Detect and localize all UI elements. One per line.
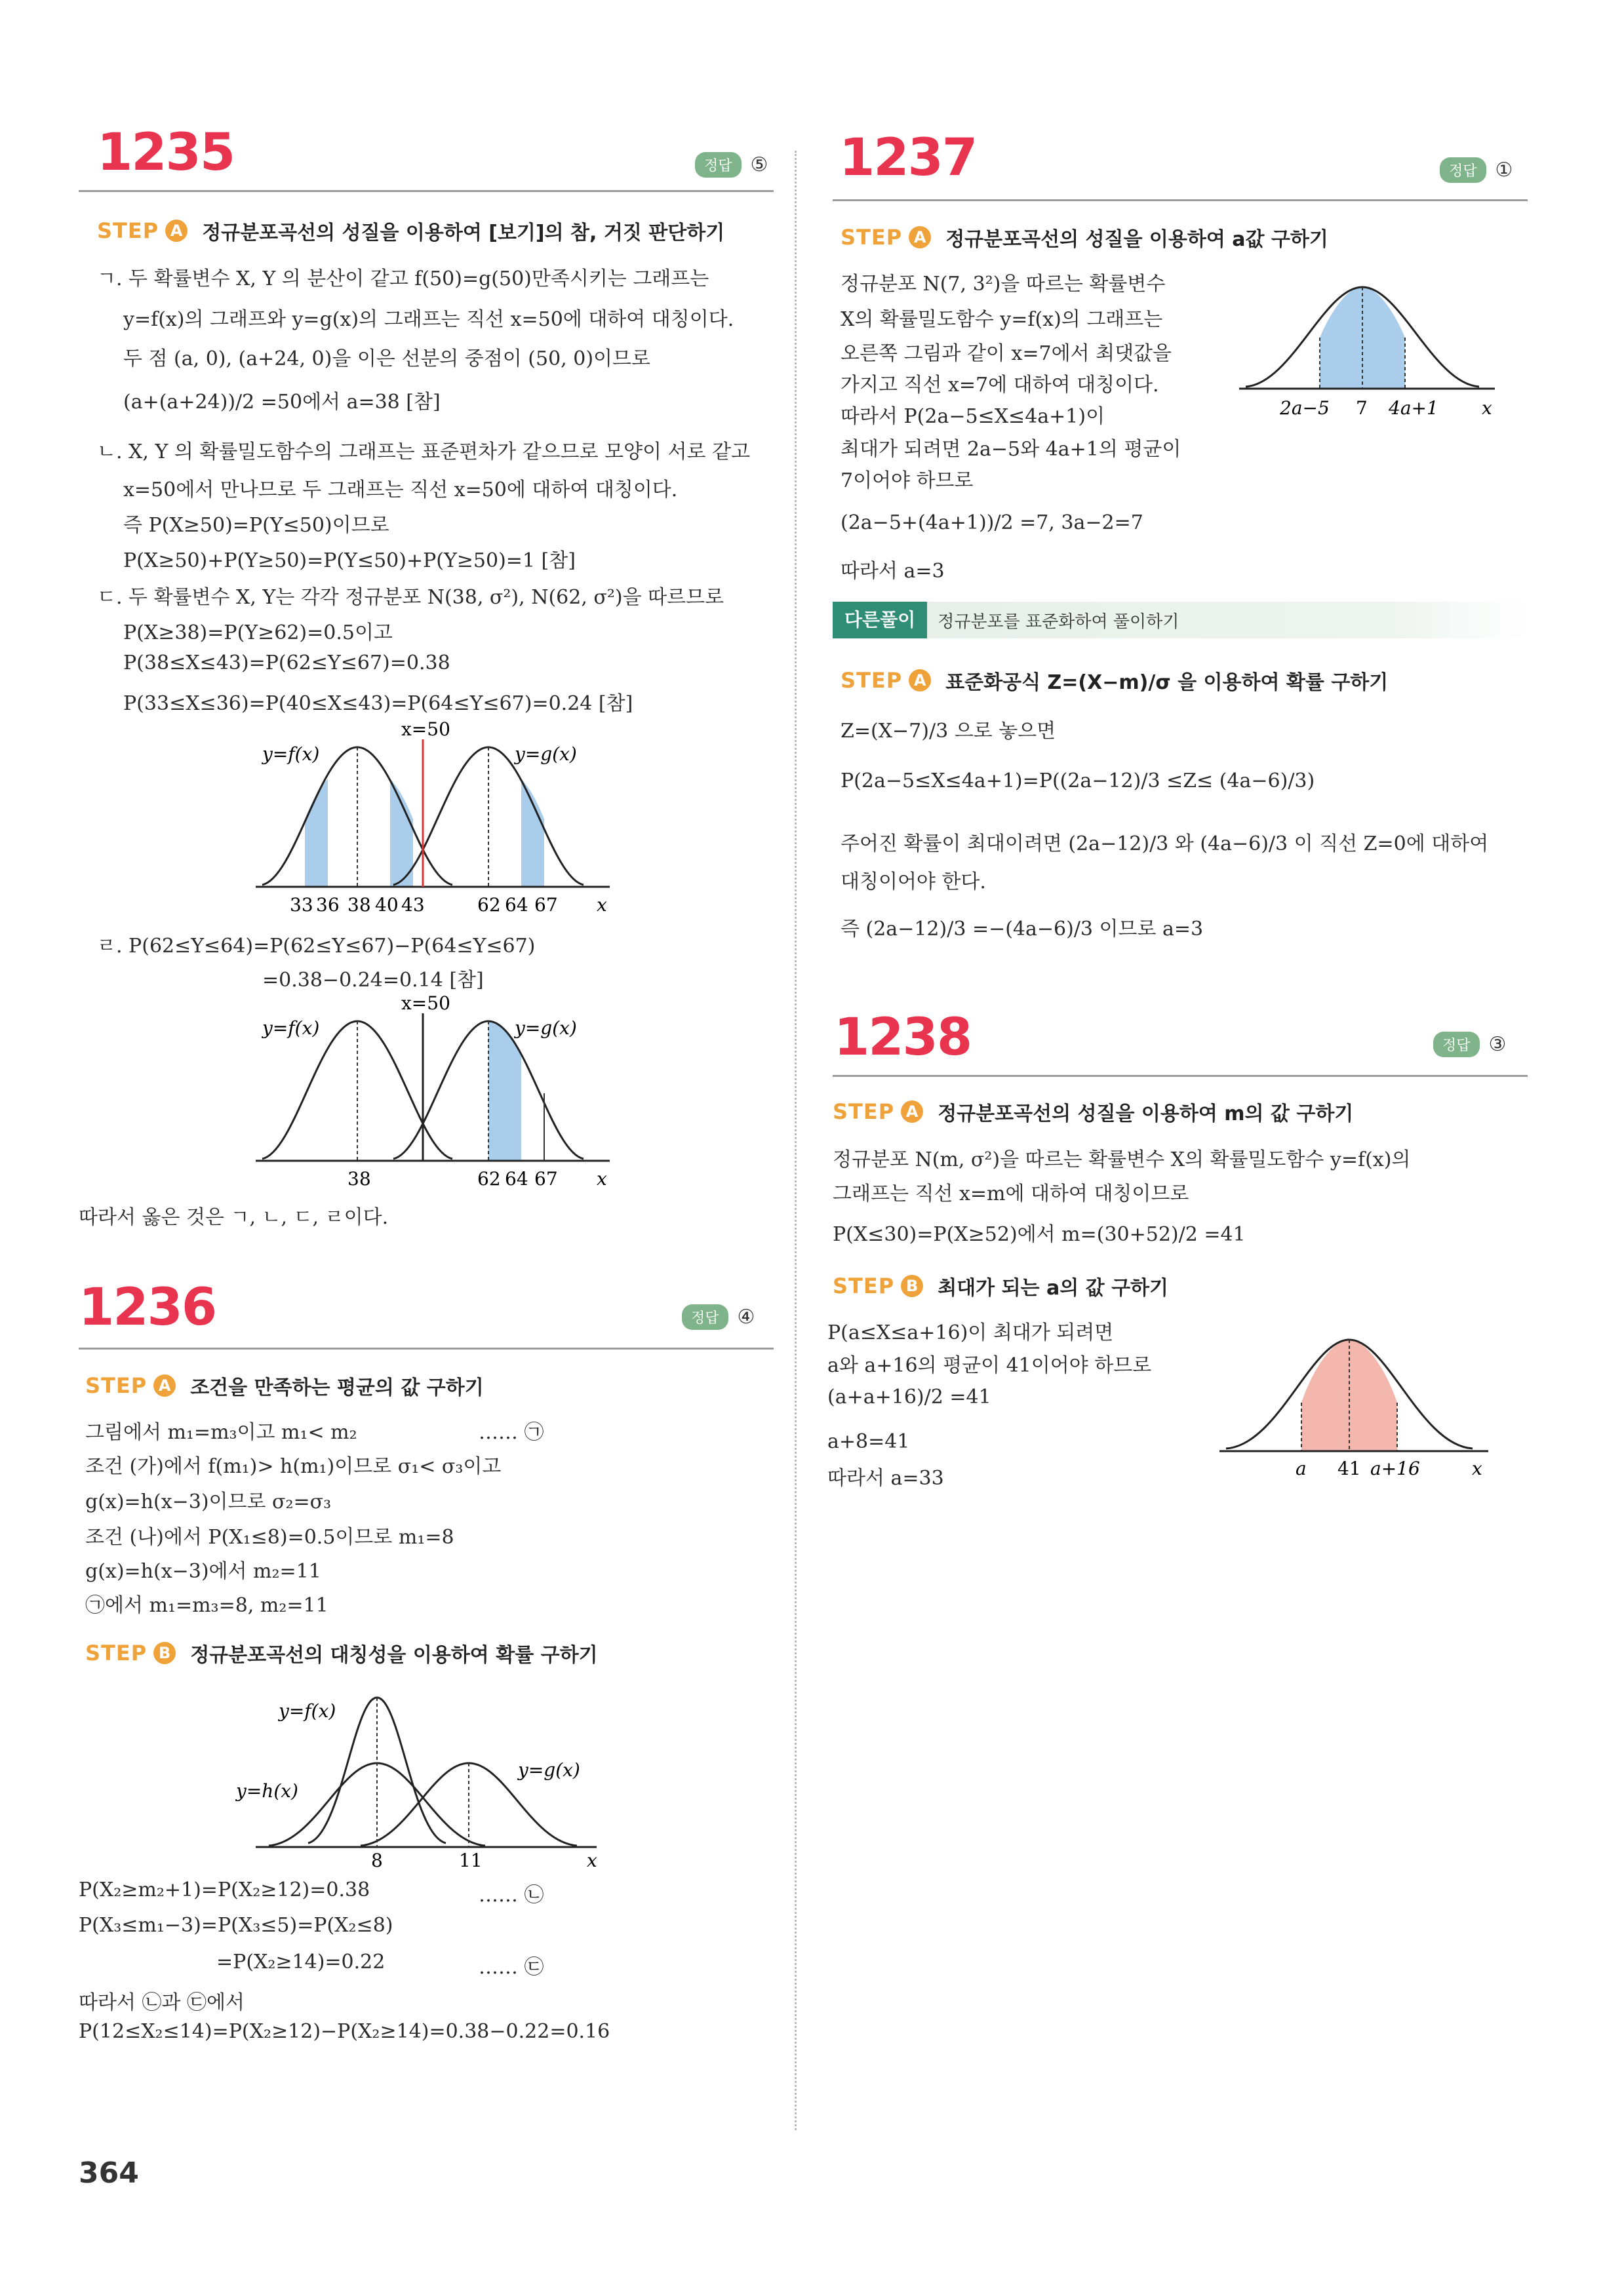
step-label: STEP [833, 1274, 895, 1298]
step-letter: A [909, 669, 931, 691]
text-line: (a+(a+24))/2 =50에서 a=38 [참] [123, 391, 441, 414]
text-line: P(X₂≥m₂+1)=P(X₂≥12)=0.38 [79, 1878, 370, 1901]
step-label: STEP [833, 1099, 895, 1124]
text-line: P(X≥50)+P(Y≥50)=P(Y≤50)+P(Y≥50)=1 [참] [123, 549, 576, 572]
text-line: 가지고 직선 x=7에 대하여 대칭이다. [841, 374, 1159, 397]
label-gx: y=g(x) [518, 1759, 580, 1781]
label-fx: y=f(x) [279, 1700, 336, 1722]
equation-mark: …… ㉠ [479, 1421, 544, 1444]
text-line: P(X₃≤m₁−3)=P(X₃≤5)=P(X₂≤8) [79, 1914, 393, 1937]
tick-4a+1: 4a+1 [1389, 397, 1438, 419]
text-line: P(38≤X≤43)=P(62≤Y≤67)=0.38 [123, 652, 450, 674]
answer-value: ① [1495, 159, 1513, 182]
axis-x-label: x [597, 1168, 607, 1190]
step-label: STEP [841, 225, 903, 250]
tick-11: 11 [459, 1850, 483, 1868]
step-title: 정규분포곡선의 성질을 이용하여 m의 값 구하기 [938, 1102, 1354, 1125]
text-line: 7이어야 하므로 [841, 469, 974, 492]
text-line: 조건 (가)에서 f(m₁)> h(m₁)이므로 σ₁< σ₃이고 [85, 1455, 502, 1478]
text-line: 따라서 P(2a−5≤X≤4a+1)이 [841, 405, 1105, 428]
column-divider [795, 151, 797, 2130]
answer-1235 [695, 152, 768, 178]
tick-62: 62 [477, 1168, 501, 1190]
text-line: y=f(x)의 그래프와 y=g(x)의 그래프는 직선 x=50에 대하여 대칭이다. [123, 308, 734, 331]
tick-33: 33 [290, 894, 313, 916]
step-letter: A [909, 226, 931, 248]
shade-2a5-4a1 [1320, 287, 1405, 389]
step-a-1238 [833, 1097, 1353, 1126]
text-line: P(X≥38)=P(Y≥62)=0.5이고 [123, 621, 393, 644]
text-line: x=50에서 만나므로 두 그래프는 직선 x=50에 대하여 대칭이다. [123, 478, 678, 501]
step-label: STEP [85, 1641, 148, 1665]
tick-43: 43 [401, 894, 425, 916]
step-a2-1237 [841, 666, 1388, 695]
normal-curves-graph-2 [256, 995, 623, 1192]
tick-8: 8 [371, 1850, 383, 1868]
answer-value: ⑤ [750, 153, 768, 176]
text-line: 최대가 되려면 2a−5와 4a+1의 평균이 [841, 438, 1181, 461]
text-line: ㄹ. P(62≤Y≤64)=P(62≤Y≤67)−P(64≤Y≤67) [97, 935, 536, 958]
label-hx: y=h(x) [236, 1780, 298, 1802]
text-line: ㄱ. 두 확률변수 X, Y 의 분산이 같고 f(50)=g(50)만족시키는 그래프는 [97, 267, 709, 290]
text-line: 즉 (2a−12)/3 =−(4a−6)/3 이므로 a=3 [841, 918, 1204, 941]
problem-number-1235: 1235 [97, 123, 235, 182]
header-rule [833, 199, 1528, 201]
text-line: (2a−5+(4a+1))/2 =7, 3a−2=7 [841, 511, 1143, 534]
normal-curve-1237 [1233, 275, 1508, 426]
step-letter: A [901, 1100, 923, 1123]
axis-x-label: x [1482, 397, 1492, 419]
text-line: 정규분포 N(m, σ²)을 따르는 확률변수 X의 확률밀도함수 y=f(x)의 [833, 1148, 1411, 1171]
step-b-1238 [833, 1272, 1168, 1300]
problem-number-1238: 1238 [834, 1008, 972, 1067]
equation-mark: …… ㉡ [479, 1884, 544, 1907]
answer-value: ③ [1488, 1033, 1507, 1056]
axis-x-label: x [587, 1850, 597, 1868]
tick-67: 67 [534, 894, 558, 916]
text-line: g(x)=h(x−3)에서 m₂=11 [85, 1560, 321, 1583]
text-line: =0.38−0.24=0.14 [참] [262, 969, 484, 992]
label-fx: y=f(x) [262, 1017, 320, 1039]
text-line: 그림에서 m₁=m₃이고 m₁< m₂ [85, 1421, 357, 1444]
text-line: 두 점 (a, 0), (a+24, 0)을 이은 선분의 중점이 (50, 0)이므로 [123, 347, 650, 370]
step-title: 정규분포곡선의 성질을 이용하여 a값 구하기 [945, 228, 1328, 251]
text-line: P(12≤X₂≤14)=P(X₂≥12)−P(X₂≥14)=0.38−0.22=0.16 [79, 2020, 610, 2043]
text-line: P(33≤X≤36)=P(40≤X≤43)=P(64≤Y≤67)=0.24 [참] [123, 692, 633, 715]
problem-number-1237: 1237 [839, 128, 977, 187]
answer-badge: 정답 [1440, 157, 1486, 183]
label-gx: y=g(x) [515, 1017, 577, 1039]
text-line: 정규분포 N(7, 3²)을 따르는 확률변수 [841, 273, 1166, 296]
text-line: 따라서 ㉡과 ㉢에서 [79, 1991, 245, 2014]
step-letter: B [901, 1275, 923, 1297]
tick-38: 38 [347, 894, 371, 916]
text-line: ㉠에서 m₁=m₃=8, m₂=11 [85, 1594, 328, 1617]
header-rule [833, 1075, 1528, 1077]
step-a-1237 [841, 223, 1328, 252]
normal-curve-1238 [1219, 1324, 1495, 1481]
axis-x-label: x [597, 894, 607, 916]
text-line: 대칭이어야 한다. [841, 870, 986, 893]
tick-40: 40 [375, 894, 399, 916]
text-line: P(a≤X≤a+16)이 최대가 되려면 [827, 1321, 1114, 1344]
text-line: (a+a+16)/2 =41 [827, 1386, 991, 1409]
step-title: 표준화공식 Z=(X−m)/σ 을 이용하여 확률 구하기 [945, 671, 1389, 694]
text-line: a와 a+16의 평균이 41이어야 하므로 [827, 1354, 1152, 1377]
answer-1236 [682, 1304, 755, 1330]
text-line: 즉 P(X≥50)=P(Y≤50)이므로 [123, 514, 389, 537]
text-line: 주어진 확률이 최대이려면 (2a−12)/3 와 (4a−6)/3 이 직선 Z=0에 대하여 [841, 832, 1489, 855]
normal-curves-graph-1236 [229, 1684, 623, 1868]
answer-value: ④ [737, 1306, 755, 1329]
tick-64: 64 [505, 1168, 528, 1190]
header-rule [79, 1348, 774, 1350]
page-number: 364 [79, 2156, 139, 2190]
step-title: 최대가 되는 a의 값 구하기 [938, 1277, 1169, 1300]
step-a-1236 [85, 1371, 484, 1400]
shade-64-67 [521, 779, 544, 887]
tick-62: 62 [477, 894, 501, 916]
step-title: 정규분포곡선의 대칭성을 이용하여 확률 구하기 [190, 1644, 598, 1667]
alternative-solution-bar [833, 602, 1528, 638]
tick-7: 7 [1356, 397, 1368, 419]
answer-badge: 정답 [1433, 1032, 1480, 1057]
step-title: 정규분포곡선의 성질을 이용하여 [보기]의 참, 거짓 판단하기 [202, 222, 725, 244]
equation-mark: …… ㉢ [479, 1956, 544, 1979]
tick-36: 36 [316, 894, 340, 916]
label-x50: x=50 [401, 995, 450, 1014]
text-line: =P(X₂≥14)=0.22 [216, 1951, 386, 1974]
step-a-1235 [97, 216, 724, 245]
text-line: P(2a−5≤X≤4a+1)=P((2a−12)/3 ≤Z≤ (4a−6)/3) [841, 769, 1315, 792]
tick-64: 64 [505, 894, 528, 916]
axis-x-label: x [1472, 1458, 1482, 1479]
step-b-1236 [85, 1639, 598, 1667]
header-rule [79, 190, 774, 192]
text-line: ㄴ. X, Y 의 확률밀도함수의 그래프는 표준편차가 같으므로 모양이 서로 같고 [97, 440, 751, 463]
label-x50: x=50 [401, 721, 450, 740]
step-label: STEP [97, 218, 159, 243]
text-line: 조건 (나)에서 P(X₁≤8)=0.5이므로 m₁=8 [85, 1526, 454, 1549]
text-line: Z=(X−7)/3 으로 놓으면 [841, 720, 1056, 743]
tick-a: a [1296, 1458, 1307, 1479]
tick-41: 41 [1337, 1458, 1361, 1479]
text-line: a+8=41 [827, 1430, 910, 1453]
step-label: STEP [841, 668, 903, 693]
text-line: 따라서 a=3 [841, 560, 945, 583]
answer-1237 [1440, 157, 1513, 183]
text-line: P(X≤30)=P(X≥52)에서 m=(30+52)/2 =41 [833, 1223, 1246, 1246]
text-line: 그래프는 직선 x=m에 대하여 대칭이므로 [833, 1182, 1189, 1205]
normal-curves-graph-1 [256, 721, 623, 918]
text-line: ㄷ. 두 확률변수 X, Y는 각각 정규분포 N(38, σ²), N(62, σ²)을 따르므로 [97, 586, 724, 609]
tick-67: 67 [534, 1168, 558, 1190]
step-label: STEP [85, 1373, 148, 1398]
alt-title: 정규분포를 표준화하여 풀이하기 [938, 612, 1179, 632]
text-line: g(x)=h(x−3)이므로 σ₂=σ₃ [85, 1490, 332, 1513]
tick-a+16: a+16 [1370, 1458, 1420, 1479]
step-letter: A [153, 1374, 176, 1397]
shade-62-64 [488, 1021, 521, 1161]
answer-1238 [1433, 1032, 1506, 1057]
answer-badge: 정답 [682, 1304, 728, 1330]
alt-tag: 다른풀이 [833, 602, 927, 638]
conclusion-1235: 따라서 옳은 것은 ㄱ, ㄴ, ㄷ, ㄹ이다. [79, 1206, 389, 1229]
answer-badge: 정답 [695, 152, 742, 178]
step-letter: A [165, 220, 188, 242]
text-line: 따라서 a=33 [827, 1467, 944, 1490]
problem-number-1236: 1236 [79, 1278, 216, 1337]
label-gx: y=g(x) [515, 743, 577, 765]
step-letter: B [153, 1642, 176, 1664]
tick-38: 38 [347, 1168, 371, 1190]
text-line: 오른쪽 그림과 같이 x=7에서 최댓값을 [841, 342, 1172, 365]
tick-2a-5: 2a−5 [1280, 397, 1330, 419]
step-title: 조건을 만족하는 평균의 값 구하기 [190, 1376, 484, 1399]
label-fx: y=f(x) [262, 743, 320, 765]
text-line: X의 확률밀도함수 y=f(x)의 그래프는 [841, 308, 1163, 331]
